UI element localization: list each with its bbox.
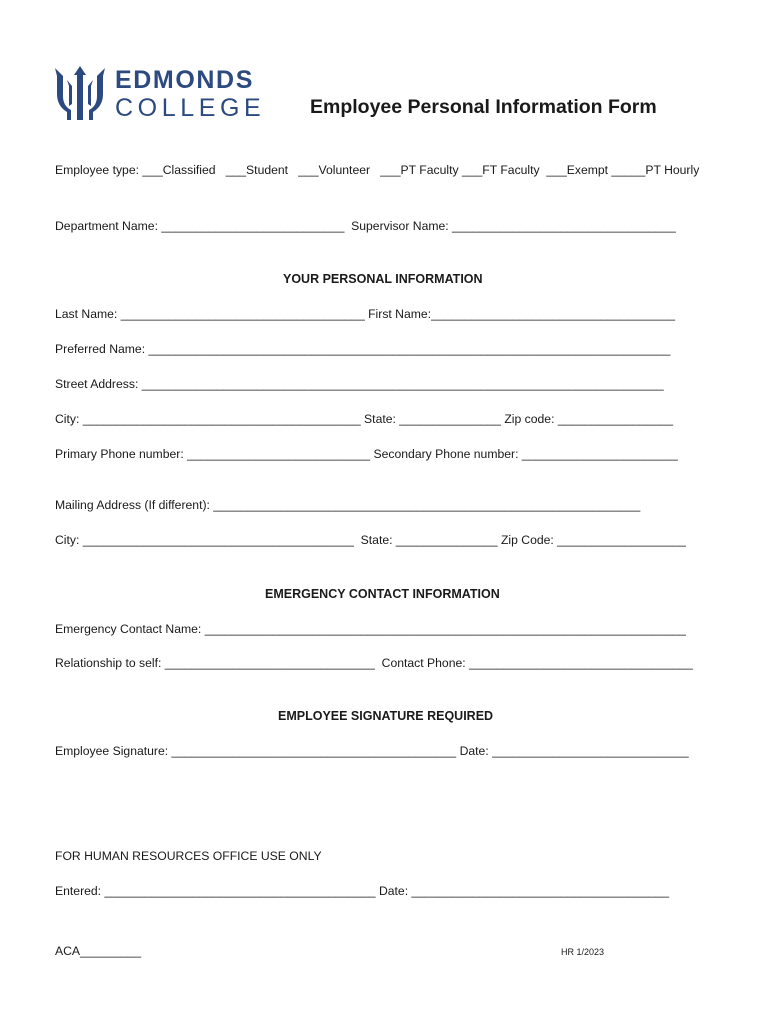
- revision-label: HR 1/2023: [561, 947, 605, 957]
- department-supervisor-line[interactable]: Department Name: ___________________________ Supervisor Name: _________________________________: [55, 219, 676, 233]
- section-heading-emergency: EMERGENCY CONTACT INFORMATION: [265, 587, 500, 601]
- emergency-contact-name-line[interactable]: Emergency Contact Name: _______________________________________________________________________: [55, 622, 686, 636]
- relationship-phone-line[interactable]: Relationship to self: _______________________________ Contact Phone: _________________________________: [55, 656, 693, 670]
- form-title: Employee Personal Information Form: [310, 96, 657, 118]
- college-logo: [53, 66, 275, 124]
- name-line[interactable]: Last Name: ____________________________________ First Name:____________________________________: [55, 307, 676, 321]
- city-state-zip-line[interactable]: City: _________________________________________ State: _______________ Zip code: _________________: [55, 412, 674, 426]
- employee-signature-line[interactable]: Employee Signature: __________________________________________ Date: _____________________________: [55, 744, 689, 758]
- preferred-name-line[interactable]: Preferred Name: _____________________________________________________________________________: [55, 342, 671, 356]
- hr-entered-line[interactable]: Entered: ________________________________________ Date: ______________________________________: [55, 884, 670, 898]
- section-heading-personal: YOUR PERSONAL INFORMATION: [283, 272, 483, 286]
- mailing-address-line[interactable]: Mailing Address (If different): _______________________________________________________________: [55, 498, 641, 512]
- mailing-city-line[interactable]: City: ________________________________________ State: _______________ Zip Code: ___________________: [55, 533, 686, 547]
- aca-field[interactable]: ACA_________: [55, 944, 142, 958]
- logo-text-college: COLLEGE: [115, 94, 266, 122]
- logo-text-edmonds: EDMONDS: [115, 66, 254, 94]
- hr-office-heading: FOR HUMAN RESOURCES OFFICE USE ONLY: [55, 849, 322, 863]
- phone-numbers-line[interactable]: Primary Phone number: ___________________________ Secondary Phone number: _______________________: [55, 447, 678, 461]
- employee-type-line[interactable]: Employee type: ___Classified ___Student ___Volunteer ___PT Faculty ___FT Faculty ___Exempt _____PT Hourly: [55, 163, 700, 177]
- trident-icon: [53, 66, 107, 122]
- street-address-line[interactable]: Street Address: _____________________________________________________________________________: [55, 377, 664, 391]
- section-heading-signature: EMPLOYEE SIGNATURE REQUIRED: [278, 709, 494, 723]
